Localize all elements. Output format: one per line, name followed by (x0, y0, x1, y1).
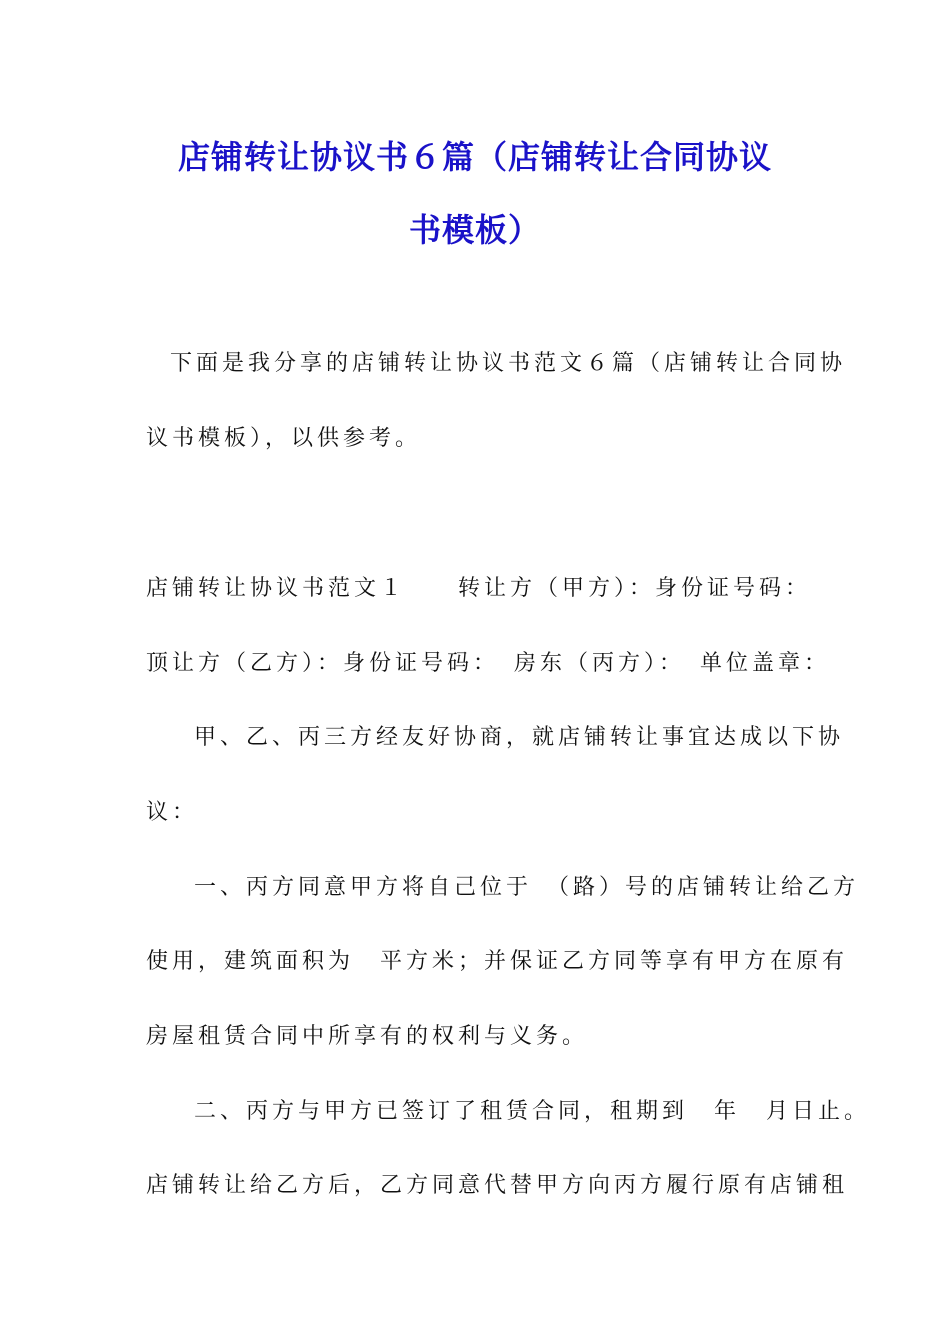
paragraph-line: 议： (146, 800, 199, 825)
clause-2-line: 二、丙方与甲方已签订了租赁合同，租期到 年 月日止。 (194, 1099, 871, 1124)
sample-heading-line: 店铺转让协议书范文１ 转让方（甲方）：身份证号码： (146, 576, 812, 601)
document-title-line-2: 书模板） (408, 211, 541, 249)
document-title-line-1: 店铺转让协议书６篇（店铺转让合同协议 (177, 138, 772, 176)
clause-2-line: 店铺转让给乙方后，乙方同意代替甲方向丙方履行原有店铺租 (146, 1173, 849, 1198)
clause-1-line: 房屋租赁合同中所享有的权利与义务。 (146, 1024, 589, 1049)
parties-line: 顶让方（乙方）：身份证号码： 房东（丙方）： 单位盖章： (146, 651, 831, 676)
clause-1-line: 一、丙方同意甲方将自己位于 （路）号的店铺转让给乙方 (194, 875, 860, 900)
clause-1-line: 使用，建筑面积为 平方米；并保证乙方同等享有甲方在原有 (146, 949, 849, 974)
paragraph-line: 甲、乙、丙三方经友好协商，就店铺转让事宜达成以下协 (194, 725, 845, 750)
intro-line-2: 议书模板），以供参考。 (146, 426, 422, 451)
intro-line-1: 下面是我分享的店铺转让协议书范文６篇（店铺转让合同协 (170, 351, 847, 376)
